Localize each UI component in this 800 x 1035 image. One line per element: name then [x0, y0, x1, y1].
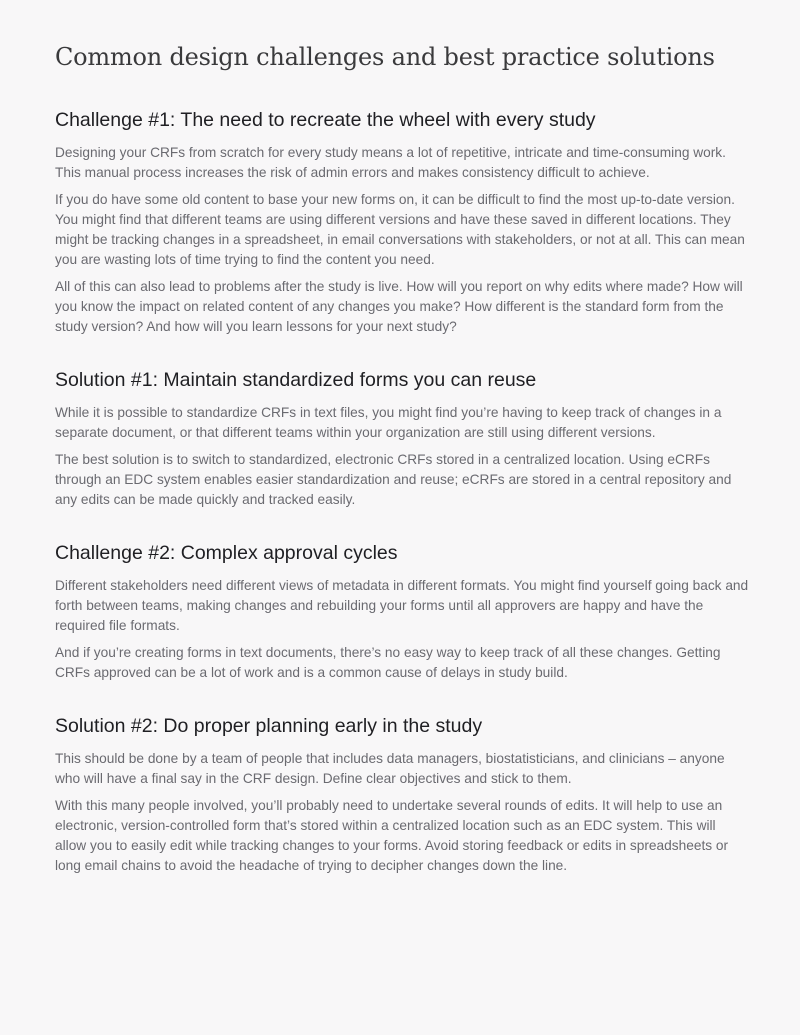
- paragraph: And if you’re creating forms in text documents, there’s no easy way to keep track of all these changes. Getting CRFs approved can be a lot of work and is a common cause of delays in study build.: [55, 645, 721, 680]
- section-heading: Challenge #1: The need to recreate the wheel with every study: [55, 109, 596, 131]
- section-solution-1: [55, 367, 750, 510]
- section-challenge-1: [55, 107, 750, 337]
- section-heading: Solution #2: Do proper planning early in the study: [55, 715, 483, 737]
- paragraph: Designing your CRFs from scratch for every study means a lot of repetitive, intricate and time-consuming work. This manual process increases the risk of admin errors and makes consistency difficult to achieve.: [55, 145, 726, 180]
- paragraph: All of this can also lead to problems after the study is live. How will you report on why edits where made? How will you know the impact on related content of any changes you make? How different is the standard form from the study version? And how will you learn lessons for your next study?: [55, 279, 743, 334]
- paragraph: While it is possible to standardize CRFs in text files, you might find you’re having to keep track of changes in a separate document, or that different teams within your organization are still using different versions.: [55, 405, 722, 440]
- document-page: [55, 40, 750, 906]
- page-title: Common design challenges and best practice solutions: [55, 43, 715, 71]
- paragraph: This should be done by a team of people that includes data managers, biostatisticians, and clinicians – anyone who will have a final say in the CRF design. Define clear objectives and stick to them.: [55, 751, 725, 786]
- paragraph: With this many people involved, you’ll probably need to undertake several rounds of edits. It will help to use an electronic, version-controlled form that’s stored within a centralized location such as an EDC system. This will allow you to easily edit while tracking changes to your forms. Avoid storing feedback or edits in spreadsheets or long email chains to avoid the headache of trying to decipher changes down the line.: [55, 798, 729, 873]
- paragraph: If you do have some old content to base your new forms on, it can be difficult to find the most up-to-date version. You might find that different teams are using different versions and have these saved in different locations. They might be tracking changes in a spreadsheet, in email conversations with stakeholders, or not at all. This can mean you are wasting lots of time trying to find the content you need.: [55, 192, 745, 267]
- section-challenge-2: [55, 540, 750, 683]
- section-heading: Solution #1: Maintain standardized forms you can reuse: [55, 369, 537, 391]
- section-heading: Challenge #2: Complex approval cycles: [55, 542, 398, 564]
- section-solution-2: [55, 713, 750, 876]
- paragraph: Different stakeholders need different views of metadata in different formats. You might find yourself going back and forth between teams, making changes and rebuilding your forms until all approvers are happy and have the required file formats.: [55, 578, 749, 633]
- paragraph: The best solution is to switch to standardized, electronic CRFs stored in a centralized location. Using eCRFs through an EDC system enables easier standardization and reuse; eCRFs are stored in a central repository and any edits can be made quickly and tracked easily.: [55, 452, 732, 507]
